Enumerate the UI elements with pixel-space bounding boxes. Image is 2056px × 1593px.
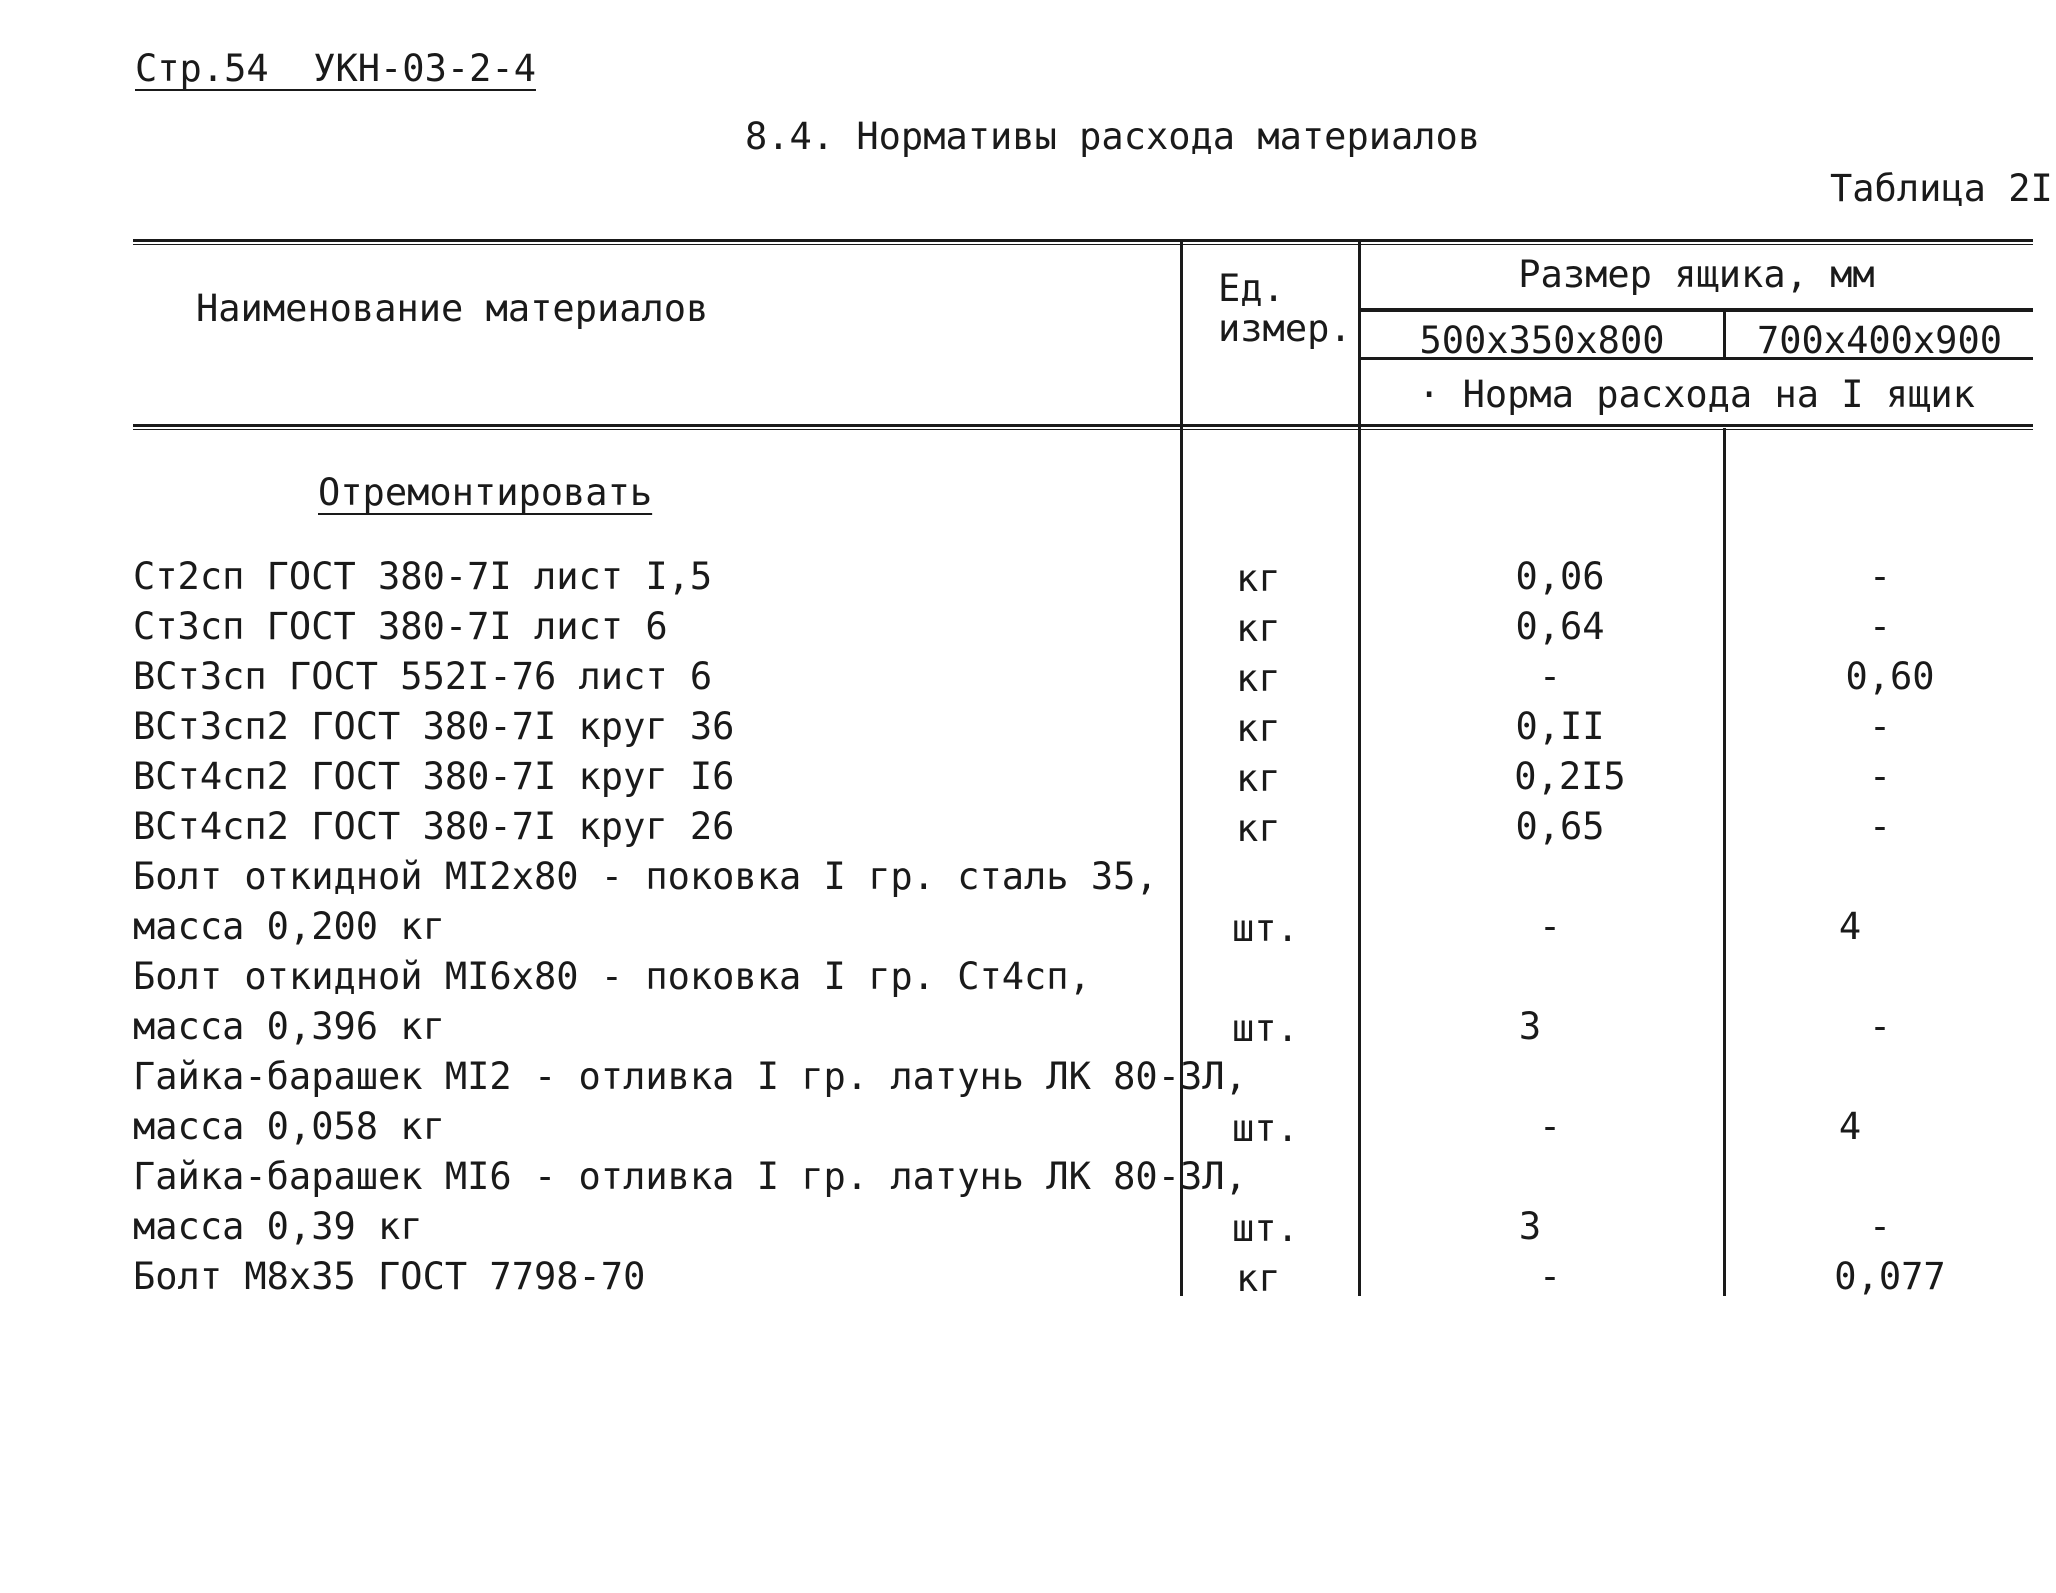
row-value-size1: 3 [1518,1205,1542,1248]
row-value-size1: 0,65 [1515,805,1605,848]
row-value-size1: 3 [1518,1005,1542,1048]
table-label: Таблица 2I [1830,167,2053,210]
row-value-size1: - [1538,1105,1562,1148]
row-unit: кг [1236,557,1281,600]
header-box-size: Размер ящика, мм [1518,253,1875,296]
row-name-cont: масса 0,200 кг [133,905,445,948]
row-value-size1: 0,64 [1515,605,1605,648]
row-name: Болт откидной МI6х80 - поковка I гр. Ст4сп, [133,955,1091,998]
row-name: Гайка-барашек МI6 - отливка I гр. латунь ЛК 80-3Л, [133,1155,1247,1198]
section-title: 8.4. Нормативы расхода материалов [745,115,1481,158]
row-name: ВСт4сп2 ГОСТ 380-7I круг 26 [133,805,735,848]
row-name-cont: масса 0,39 кг [133,1205,423,1248]
header-size-500: 500x350x800 [1419,319,1665,362]
header-bottom-rule [133,424,2033,427]
row-value-size2: 4 [1838,905,1862,948]
table-top-rule-2 [133,244,2033,245]
row-value-size1: - [1538,1255,1562,1298]
row-value-size2: 0,077 [1834,1255,1946,1298]
header-bottom-rule-2 [133,429,2033,430]
row-unit: шт. [1232,1107,1299,1150]
row-value-size2: - [1868,1005,1892,1048]
row-value-size2: - [1868,605,1892,648]
row-unit: шт. [1232,907,1299,950]
row-name: Ст2сп ГОСТ 380-7I лист I,5 [133,555,713,598]
row-name: ВСт4сп2 ГОСТ 380-7I круг I6 [133,755,735,798]
header-unit-line1: Ед. [1218,267,1285,310]
header-size-700: 700x400x900 [1756,319,2003,362]
row-value-size2: - [1868,805,1892,848]
header-norm: · Норма расхода на I ящик [1418,373,1975,416]
row-value-size2: - [1868,1205,1892,1248]
row-unit: шт. [1232,1007,1299,1050]
row-name-cont: масса 0,396 кг [133,1005,445,1048]
row-name: ВСт3сп2 ГОСТ 380-7I круг 36 [133,705,735,748]
column-divider-values [1723,428,1726,1296]
page-reference: Стр.54 УКН-03-2-4 [135,47,536,90]
row-name: Ст3сп ГОСТ 380-7I лист 6 [133,605,668,648]
row-unit: кг [1236,1257,1281,1300]
table-top-rule [133,239,2033,242]
row-value-size2: 4 [1838,1105,1862,1148]
size-group-rule [1360,308,2033,312]
row-unit: кг [1236,757,1281,800]
row-value-size2: 0,60 [1845,655,1935,698]
row-unit: кг [1236,607,1281,650]
row-unit: кг [1236,807,1281,850]
row-value-size2: - [1868,755,1892,798]
row-name: ВСт3сп ГОСТ 552I-76 лист 6 [133,655,713,698]
row-name: Гайка-барашек МI2 - отливка I гр. латунь ЛК 80-3Л, [133,1055,1247,1098]
row-value-size1: 0,06 [1515,555,1605,598]
row-unit: шт. [1232,1207,1299,1250]
header-material-name: Наименование материалов [196,287,709,330]
row-value-size1: 0,II [1515,705,1605,748]
row-name: Болт откидной МI2х80 - поковка I гр. сталь 35, [133,855,1158,898]
row-value-size1: - [1538,655,1562,698]
row-unit: кг [1236,707,1281,750]
section-heading-repair: Отремонтировать [318,471,653,514]
header-unit-line2: измер. [1218,307,1352,350]
row-value-size1: - [1538,905,1562,948]
row-unit: кг [1236,657,1281,700]
row-name: Болт М8х35 ГОСТ 7798-70 [133,1255,646,1298]
row-value-size2: - [1868,555,1892,598]
row-value-size1: 0,2I5 [1514,755,1626,798]
column-divider-name-unit [1180,240,1183,1296]
row-name-cont: масса 0,058 кг [133,1105,445,1148]
row-value-size2: - [1868,705,1892,748]
